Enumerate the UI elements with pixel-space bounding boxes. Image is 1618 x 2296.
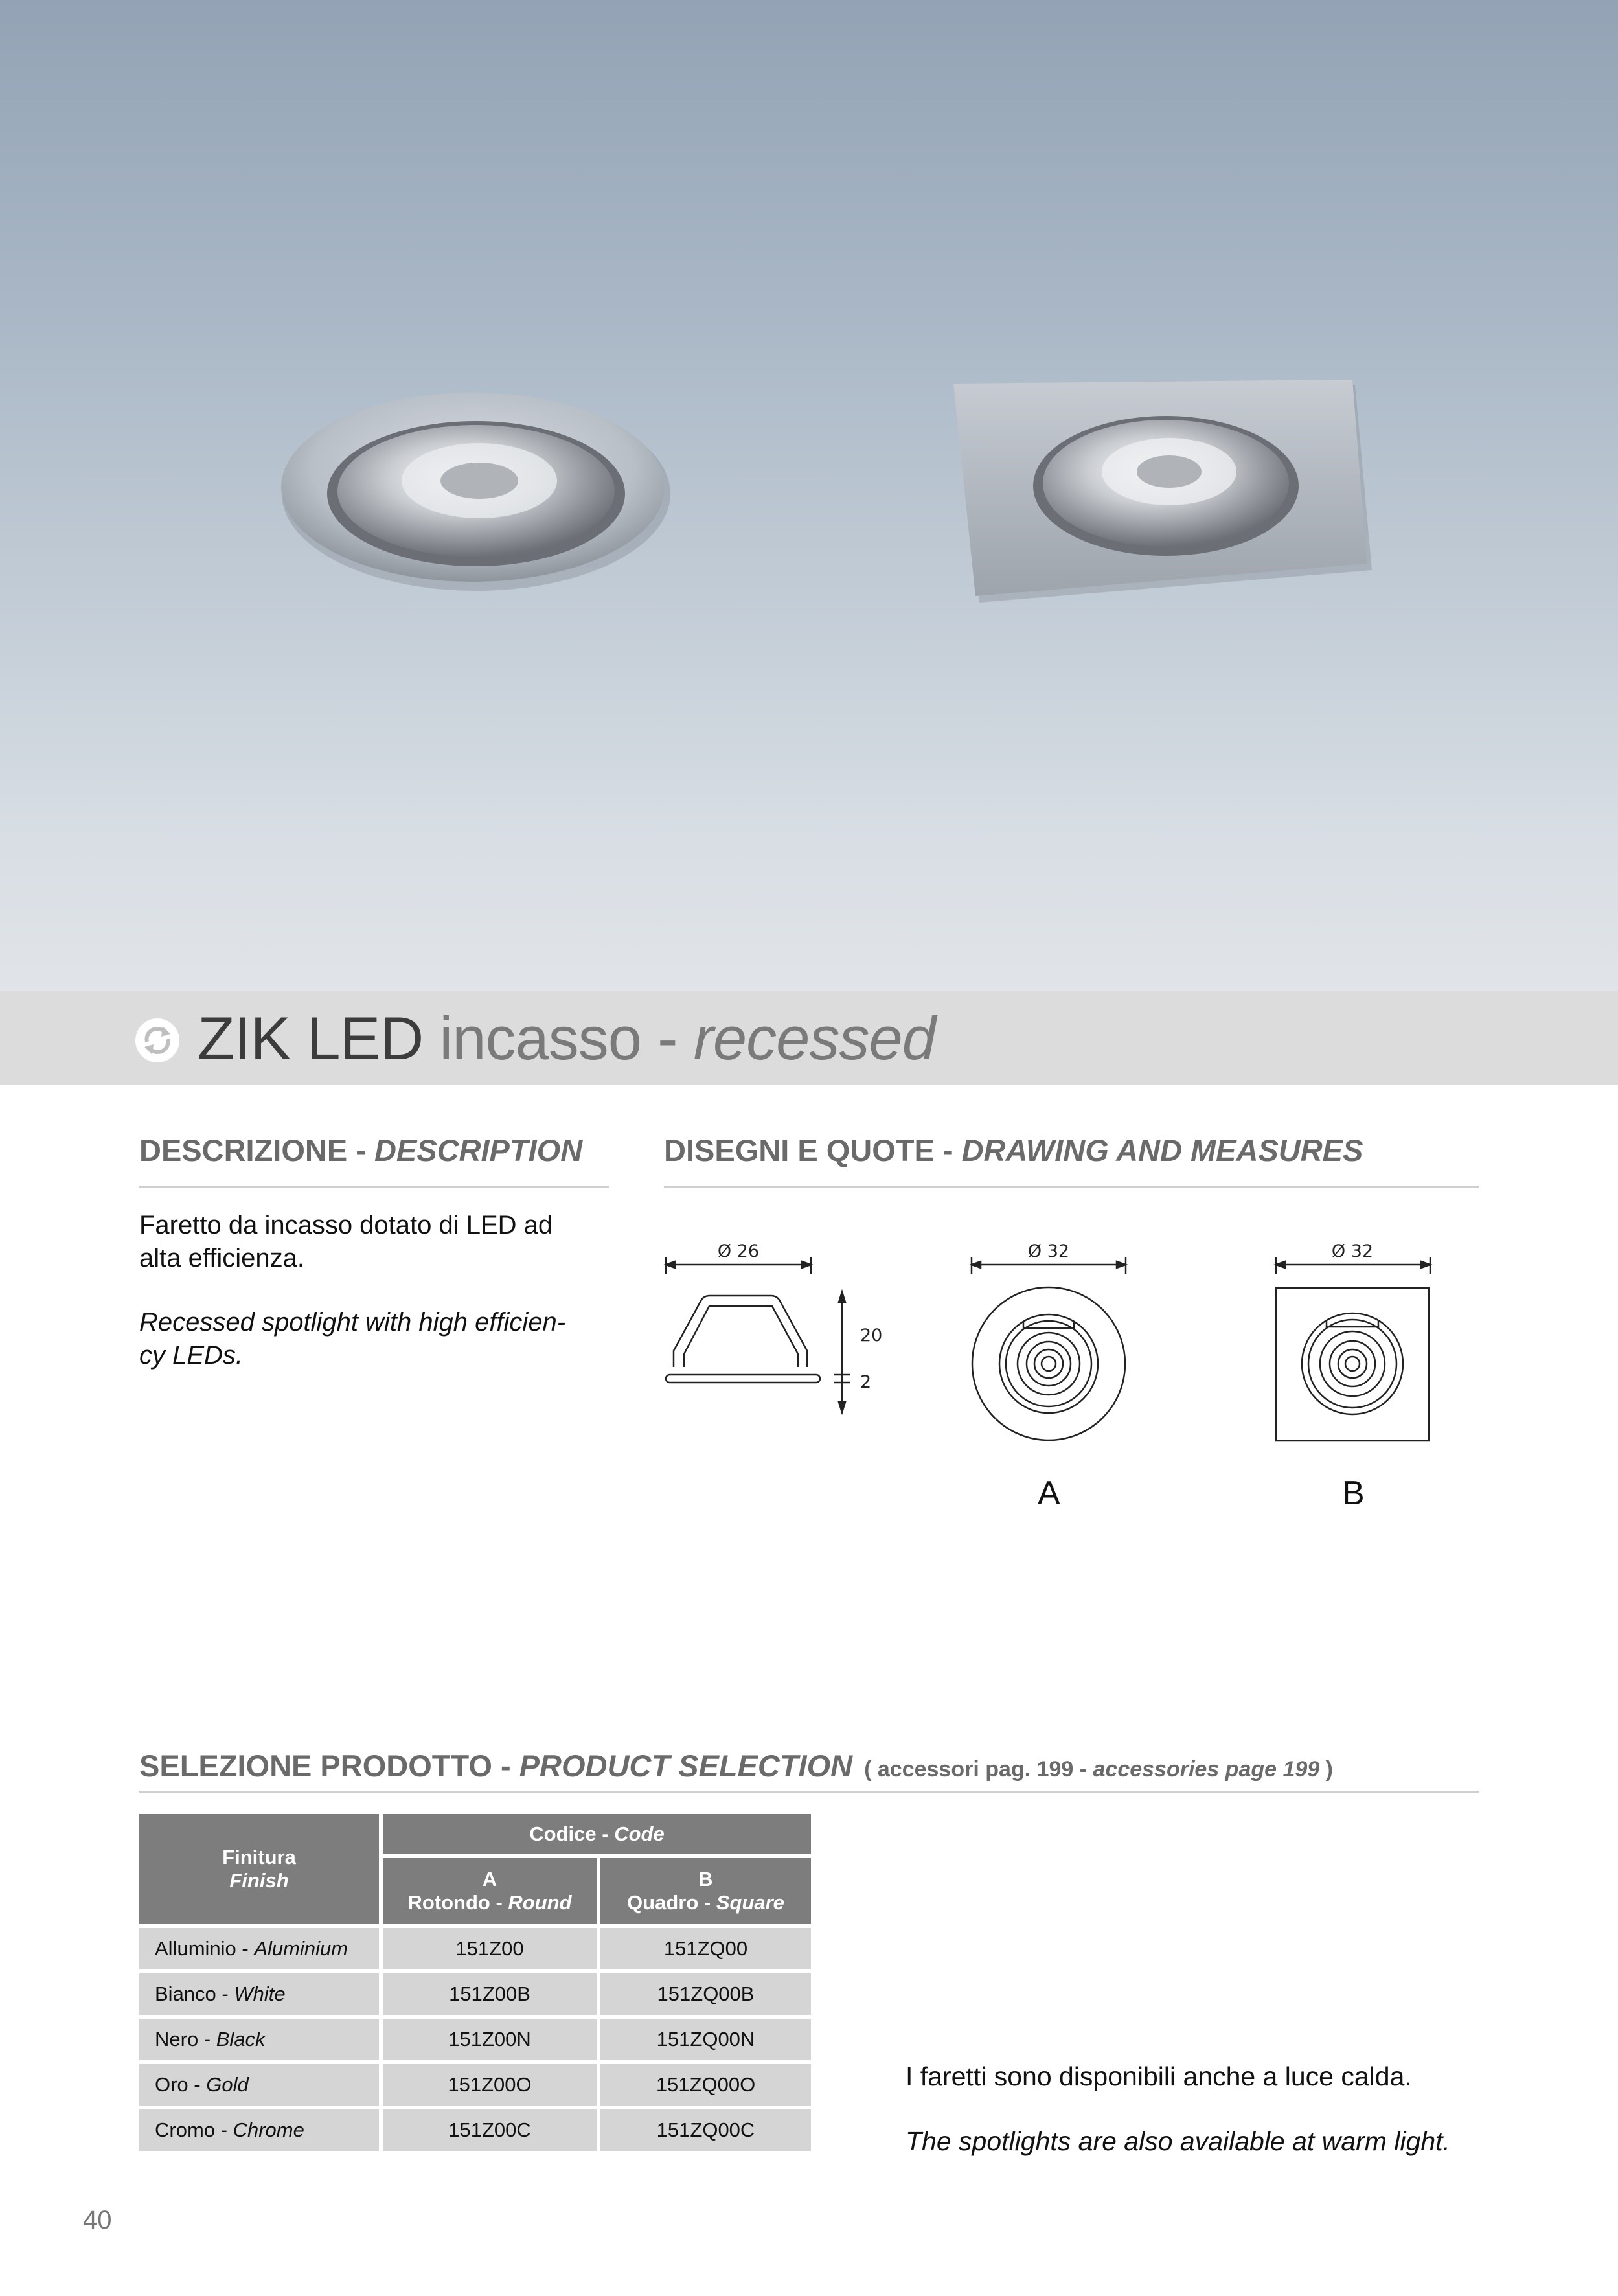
page-title	[198, 1003, 935, 1074]
selection-heading	[139, 1748, 1333, 1784]
accessories-note-close: )	[1319, 1757, 1333, 1782]
product-table	[135, 1810, 815, 2155]
description-heading	[139, 1132, 582, 1168]
table-row	[139, 2019, 811, 2060]
square-spotlight	[953, 380, 1372, 603]
finish-en: White	[234, 1982, 286, 2005]
selection-rule	[139, 1791, 1479, 1793]
finish-header	[139, 1814, 379, 1924]
table-row	[139, 1928, 811, 1969]
finish-header-en: Finish	[229, 1869, 289, 1892]
finish-it: Nero -	[155, 2028, 216, 2050]
label-b: B	[1342, 1475, 1365, 1512]
col-b-label: Quadro -	[627, 1891, 716, 1914]
code-a-cell: 151Z00B	[383, 1973, 597, 2015]
code-b-cell: 151ZQ00C	[600, 2109, 811, 2151]
dim-flange: 2	[860, 1372, 872, 1392]
description-it-line1: Faretto da incasso dotato di LED ad	[139, 1211, 553, 1239]
round-spotlight	[281, 393, 670, 591]
finish-it: Cromo -	[155, 2118, 233, 2141]
square-top-view-drawing	[1276, 1257, 1430, 1441]
code-a-cell: 151Z00	[383, 1928, 597, 1969]
drawing-rule	[664, 1186, 1479, 1188]
dim-round-diameter: Ø 32	[1027, 1241, 1070, 1261]
finish-cell	[139, 2064, 379, 2106]
code-b-cell: 151ZQ00	[600, 1928, 811, 1969]
description-heading-en: DESCRIPTION	[374, 1133, 583, 1167]
col-b-label-en: Square	[716, 1891, 784, 1914]
drawing-heading-it: DISEGNI E QUOTE -	[664, 1133, 962, 1167]
title-sub-en: recessed	[693, 1004, 936, 1072]
accessories-note	[864, 1757, 1333, 1782]
finish-en: Gold	[206, 2073, 249, 2096]
code-b-cell: 151ZQ00N	[600, 2019, 811, 2060]
code-a-cell: 151Z00O	[383, 2064, 597, 2106]
title-sub: incasso -	[423, 1004, 694, 1072]
finish-it: Alluminio -	[155, 1937, 255, 1960]
accessories-note-en: accessories page 199	[1093, 1757, 1320, 1782]
code-header-en: Code	[614, 1822, 665, 1845]
spotlights-illustration	[0, 0, 1618, 991]
code-header	[383, 1814, 811, 1854]
table-row	[139, 2109, 811, 2151]
finish-cell	[139, 1973, 379, 2015]
code-b-cell: 151ZQ00O	[600, 2064, 811, 2106]
accessories-note-it: ( accessori pag. 199 -	[864, 1757, 1093, 1782]
description-text-it	[139, 1209, 553, 1275]
col-a-letter: A	[482, 1868, 497, 1890]
dim-height: 20	[860, 1326, 883, 1346]
finish-cell	[139, 2109, 379, 2151]
col-a-header	[383, 1858, 597, 1924]
drawing-heading	[664, 1132, 1363, 1168]
description-it-line2: alta efficienza.	[139, 1244, 304, 1272]
finish-it: Bianco -	[155, 1982, 234, 2005]
label-a: A	[1038, 1475, 1060, 1512]
drawing-heading-en: DRAWING AND MEASURES	[961, 1133, 1363, 1167]
finish-en: Aluminium	[254, 1937, 348, 1960]
finish-cell	[139, 1928, 379, 1969]
description-heading-it: DESCRIZIONE -	[139, 1133, 374, 1167]
refresh-circle-icon	[134, 1017, 181, 1064]
description-en-line1: Recessed spotlight with high efficien-	[139, 1308, 566, 1337]
finish-en: Black	[216, 2028, 266, 2050]
col-a-label: Rotondo -	[407, 1891, 508, 1914]
description-en-line2: cy LEDs.	[139, 1341, 244, 1370]
dim-side-width: Ø 26	[717, 1241, 760, 1261]
code-a-cell: 151Z00C	[383, 2109, 597, 2151]
selection-heading-en: PRODUCT SELECTION	[519, 1749, 853, 1783]
hero-photo	[0, 0, 1618, 991]
warm-light-note-it: I faretti sono disponibili anche a luce calda.	[906, 2061, 1412, 2091]
table-row	[139, 1973, 811, 2015]
round-top-view-drawing	[972, 1257, 1126, 1440]
finish-cell	[139, 2019, 379, 2060]
dim-square-diameter: Ø 32	[1331, 1241, 1374, 1261]
title-main: ZIK LED	[198, 1004, 424, 1072]
page-number: 40	[83, 2206, 112, 2234]
table-row	[139, 2064, 811, 2106]
code-a-cell: 151Z00N	[383, 2019, 597, 2060]
finish-it: Oro -	[155, 2073, 207, 2096]
selection-heading-it: SELEZIONE PRODOTTO -	[139, 1749, 519, 1783]
warm-light-note-en: The spotlights are also available at warm light.	[906, 2126, 1450, 2156]
finish-header-it: Finitura	[222, 1846, 296, 1868]
description-text-en	[139, 1306, 565, 1372]
finish-en: Chrome	[233, 2118, 304, 2141]
col-a-label-en: Round	[508, 1891, 572, 1914]
col-b-header	[600, 1858, 811, 1924]
side-view-drawing	[666, 1257, 850, 1412]
col-b-letter: B	[698, 1868, 713, 1890]
code-b-cell: 151ZQ00B	[600, 1973, 811, 2015]
description-rule	[139, 1186, 609, 1188]
technical-drawing	[648, 1224, 1490, 1458]
code-header-it: Codice -	[529, 1822, 615, 1845]
